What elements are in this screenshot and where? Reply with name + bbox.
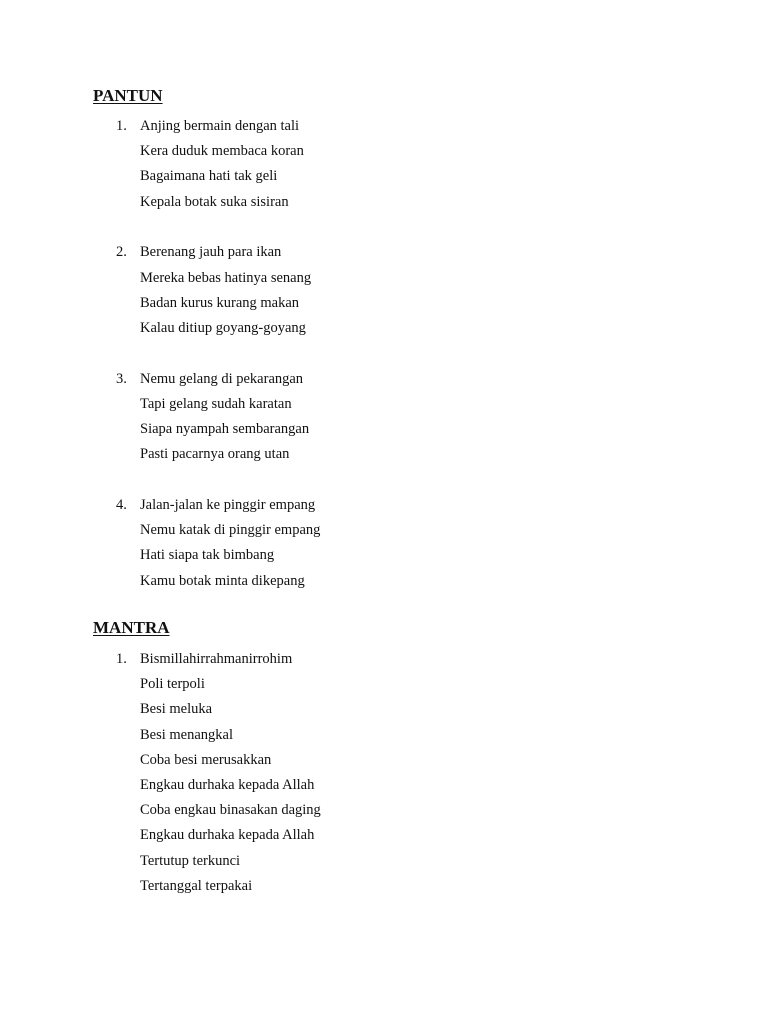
item-number: 4. [116, 496, 127, 513]
verse-line: Siapa nyampah sembarangan [140, 421, 310, 438]
pantun-item [0, 367, 320, 468]
verse-line: Nemu gelang di pekarangan [140, 370, 304, 387]
mantra-item [0, 647, 321, 899]
verse-line: Besi menangkal [140, 726, 234, 743]
verse-line: Kera duduk membaca koran [140, 143, 304, 160]
verse-line: Engkau durhaka kepada Allah [140, 827, 315, 844]
verse-line: Mereka bebas hatinya senang [140, 269, 312, 286]
verse-line: Kalau ditiup goyang-goyang [140, 319, 306, 336]
verse-line: Tertutup terkunci [140, 852, 241, 869]
verse-line: Bismillahirrahmanirrohim [140, 651, 293, 667]
verse-line: Besi meluka [140, 701, 213, 718]
verse-line: Tapi gelang sudah karatan [140, 395, 292, 412]
pantun-item [0, 493, 320, 594]
verse-line: Kepala botak suka sisiran [140, 193, 289, 210]
item-number: 1. [116, 118, 127, 134]
verse-line: Tertanggal terpakai [140, 877, 253, 894]
item-number: 3. [116, 370, 127, 387]
item-number: 1. [116, 651, 127, 667]
pantun-list [0, 114, 320, 594]
verse-line: Bagaimana hati tak geli [140, 168, 278, 185]
verse-line: Engkau durhaka kepada Allah [140, 777, 315, 794]
verse-line: Jalan-jalan ke pinggir empang [140, 496, 316, 513]
verse-line: Kamu botak minta dikepang [140, 572, 305, 589]
verse-line: Berenang jauh para ikan [140, 244, 282, 261]
verse-line: Badan kurus kurang makan [140, 294, 300, 311]
mantra-list [0, 647, 321, 899]
verse-line: Anjing bermain dengan tali [140, 118, 300, 134]
item-number: 2. [116, 244, 127, 261]
section-title-mantra: MANTRA [93, 618, 170, 637]
pantun-item [0, 114, 320, 215]
verse-line: Coba besi merusakkan [140, 751, 272, 768]
verse-line: Coba engkau binasakan daging [140, 802, 321, 819]
verse-line: Poli terpoli [140, 676, 205, 693]
verse-line: Pasti pacarnya orang utan [140, 446, 290, 463]
section-title-pantun: PANTUN [93, 86, 163, 105]
verse-line: Hati siapa tak bimbang [140, 547, 275, 564]
verse-line: Nemu katak di pinggir empang [140, 522, 321, 539]
pantun-item [0, 240, 320, 341]
